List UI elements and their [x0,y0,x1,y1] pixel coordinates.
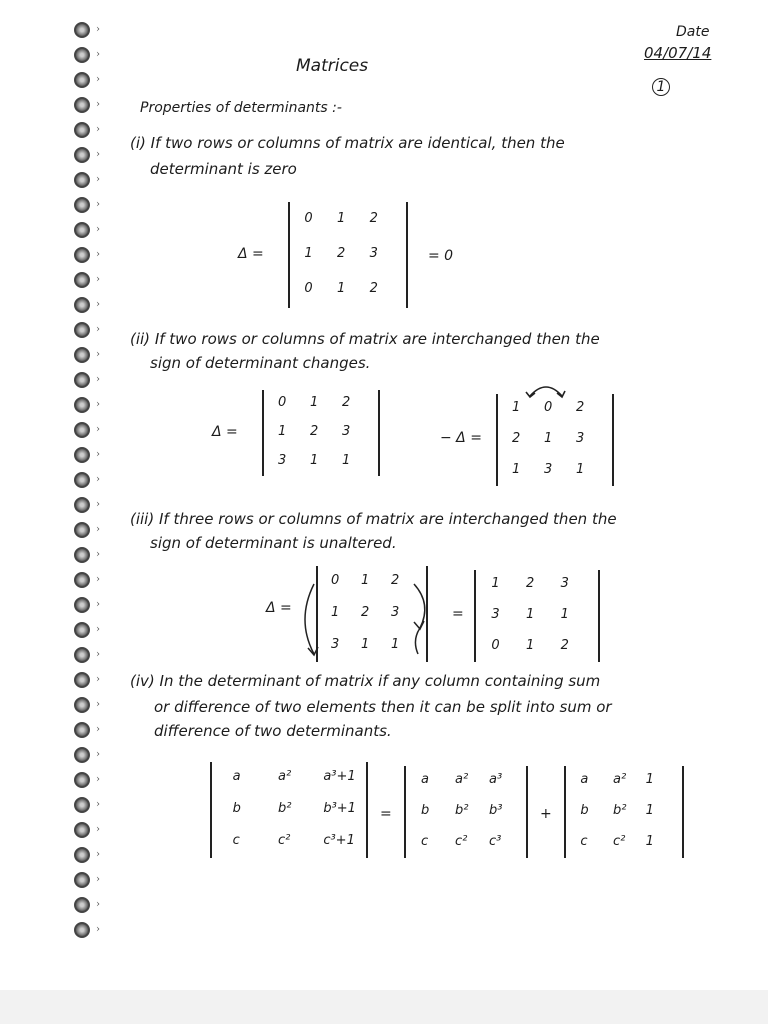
property-3-line-2: sign of determinant is unaltered. [150,534,397,552]
tick-icon: › [96,599,100,610]
binding-hole-icon [72,45,100,65]
binding-hole-icon [72,920,100,940]
neg-delta-label: − Δ = [440,430,482,446]
page-number: 1 [652,78,670,96]
tick-icon: › [96,449,100,460]
tick-icon: › [96,174,100,185]
matrix-cell: 1 [331,605,340,620]
determinant-bar-left [496,394,498,486]
matrix-cell: 1 [342,452,351,468]
matrix-cell: 1 [526,637,535,653]
date-label: Date [676,24,710,40]
matrix-cell: 2 [369,210,378,226]
binding-hole-icon [72,795,100,815]
tick-icon: › [96,399,100,410]
matrix-cell: 1 [576,461,585,477]
delta-label-3: Δ = [266,600,292,616]
matrix-cell: c² [278,833,291,848]
binding-hole-icon [72,495,100,515]
tick-icon: › [96,24,100,35]
plus-sign: + [540,806,552,822]
tick-icon: › [96,874,100,885]
tick-icon: › [96,274,100,285]
tick-icon: › [96,124,100,135]
binding-hole-icon [72,395,100,415]
tick-icon: › [96,374,100,385]
binding-hole-icon [72,570,100,590]
ring-icon [74,922,90,938]
tick-icon: › [96,74,100,85]
ring-icon [74,297,90,313]
tick-icon: › [96,699,100,710]
binding-hole-icon [72,270,100,290]
ring-icon [74,772,90,788]
date-value: 04/07/14 [644,44,712,62]
ring-icon [74,872,90,888]
matrix-cell: 3 [544,461,553,477]
binding-hole-icon [72,145,100,165]
equals-sign-1: = [452,606,464,622]
tick-icon: › [96,349,100,360]
page-title: Matrices [296,56,369,76]
binding-hole-icon [72,745,100,765]
binding-hole-icon [72,195,100,215]
binding-hole-icon [72,520,100,540]
matrix-cell: b² [455,803,469,818]
matrix-cell: 3 [342,424,351,439]
property-3-text-1: If three rows or columns of matrix are interchanged then the [159,510,617,528]
matrix-cell: a² [613,772,627,788]
matrix-cell: 2 [342,395,351,411]
determinant-bar-left [210,762,212,858]
ring-icon [74,572,90,588]
binding-hole-icon [72,695,100,715]
property-1-number: (i) [130,134,146,152]
tick-icon: › [96,799,100,810]
binding-hole-icon [72,620,100,640]
property-4-line-1 [130,672,600,690]
binding-hole-icon [72,320,100,340]
ring-icon [74,247,90,263]
ring-icon [74,622,90,638]
ring-icon [74,822,90,838]
tick-icon: › [96,199,100,210]
binding-hole-icon [72,120,100,140]
tick-icon: › [96,249,100,260]
matrix-cell: 3 [369,246,378,261]
matrix-cell: 3 [560,576,569,592]
ring-icon [74,797,90,813]
binding-hole-icon [72,895,100,915]
matrix-cell: 2 [369,281,378,297]
matrix-cell: c² [613,833,626,849]
tick-icon: › [96,149,100,160]
section-heading: Properties of determinants :- [140,100,342,116]
ring-icon [74,847,90,863]
matrix-cell: 1 [391,637,400,652]
matrix-cell: 1 [645,833,654,849]
ring-icon [74,147,90,163]
tick-icon: › [96,724,100,735]
binding-hole-icon [72,770,100,790]
tick-icon: › [96,924,100,935]
matrix-cell: b [421,803,430,818]
binding-hole-icon [72,70,100,90]
binding-hole-icon [72,845,100,865]
matrix-cell: c [232,833,240,848]
matrix-cell: 1 [361,573,370,588]
matrix-cell: 1 [645,803,654,818]
matrix-cell: a [580,772,589,788]
tick-icon: › [96,574,100,585]
ring-icon [74,97,90,113]
tick-icon: › [96,299,100,310]
matrix-cell: 2 [512,431,521,446]
binding-hole-icon [72,820,100,840]
binding-hole-icon [72,295,100,315]
binding-hole-icon [72,345,100,365]
matrix-cell: c [421,833,429,849]
property-4-line-3: difference of two determinants. [154,722,392,740]
determinant-bar-left [404,766,406,858]
property-3-line-1 [130,510,617,528]
spiral-binding [72,20,112,950]
ring-icon [74,497,90,513]
ring-icon [74,22,90,38]
ring-icon [74,547,90,563]
tick-icon: › [96,49,100,60]
tick-icon: › [96,474,100,485]
matrix-cell: 1 [512,400,521,416]
ring-icon [74,322,90,338]
binding-hole-icon [72,95,100,115]
determinant-bar-right [612,394,614,486]
matrix-cell: 2 [576,400,585,416]
tick-icon: › [96,424,100,435]
matrix-cell: b [232,801,241,816]
matrix-cell: 1 [645,772,654,788]
ring-icon [74,647,90,663]
matrix-cell: c [580,833,588,849]
ring-icon [74,397,90,413]
matrix-cell: a² [278,769,292,784]
matrix-cell: c³+1 [323,833,355,848]
matrix-cell: 2 [361,605,370,620]
binding-hole-icon [72,170,100,190]
matrix-cell: 1 [278,424,287,439]
property-4-number: (iv) [130,672,155,690]
matrix-cell: 3 [331,637,340,652]
interchange-arrow-icon [524,380,568,402]
ring-icon [74,722,90,738]
tick-icon: › [96,774,100,785]
ring-icon [74,447,90,463]
determinant-bar-right [406,202,408,308]
determinant-bar-right [426,566,428,662]
ring-icon [74,272,90,288]
matrix-cell: a [232,769,241,784]
result-zero: = 0 [428,248,454,264]
ring-icon [74,472,90,488]
binding-hole-icon [72,470,100,490]
binding-hole-icon [72,545,100,565]
tick-icon: › [96,549,100,560]
matrix-cell: 1 [560,607,569,622]
tick-icon: › [96,649,100,660]
tick-icon: › [96,499,100,510]
matrix-cell: b³ [489,803,503,818]
property-2-number: (ii) [130,330,151,348]
ring-icon [74,197,90,213]
determinant-bar-right [366,762,368,858]
matrix-cell: 2 [560,637,569,653]
binding-hole-icon [72,595,100,615]
matrix-cell: 1 [304,246,313,261]
matrix-cell: 3 [576,431,585,446]
matrix-cell: 1 [512,461,521,477]
matrix-cell: b³+1 [323,801,356,816]
matrix-cell: b [580,803,589,818]
ring-icon [74,747,90,763]
tick-icon: › [96,99,100,110]
matrix-cell: 0 [491,637,500,653]
matrix-cell: 0 [331,573,340,588]
tick-icon: › [96,824,100,835]
delta-label-1: Δ = [238,246,264,262]
determinant-bar-right [682,766,684,858]
matrix-cell: c² [455,833,468,849]
matrix-cell: a² [455,772,469,788]
ring-icon [74,47,90,63]
matrix-cell: 1 [337,210,346,226]
matrix-cell: 2 [310,424,319,439]
delta-label-2: Δ = [212,424,238,440]
ring-icon [74,597,90,613]
ring-icon [74,72,90,88]
determinant-bar-right [526,766,528,858]
property-4-line-2: or difference of two elements then it can be split into sum or [154,698,612,716]
scan-edge [0,990,768,1024]
property-2-line-1 [130,330,600,348]
determinant-bar-left [474,570,476,662]
ring-icon [74,697,90,713]
binding-hole-icon [72,720,100,740]
ring-icon [74,222,90,238]
binding-hole-icon [72,245,100,265]
matrix-cell: 3 [491,607,500,622]
tick-icon: › [96,674,100,685]
property-1-line-2: determinant is zero [150,160,297,178]
determinant-bar-left [262,390,264,476]
matrix-cell: a³ [489,772,503,788]
matrix-cell: 0 [278,395,287,411]
tick-icon: › [96,224,100,235]
matrix-cell: b² [613,803,627,818]
binding-hole-icon [72,870,100,890]
matrix-cell: 1 [310,452,319,468]
binding-hole-icon [72,220,100,240]
matrix-cell: 1 [337,281,346,297]
binding-hole-icon [72,670,100,690]
binding-hole-icon [72,445,100,465]
ring-icon [74,522,90,538]
property-2-text-1: If two rows or columns of matrix are interchanged then the [154,330,600,348]
tick-icon: › [96,849,100,860]
ring-icon [74,372,90,388]
property-1-line-1 [130,134,565,152]
tick-icon: › [96,524,100,535]
matrix-cell: 3 [391,605,400,620]
ring-icon [74,122,90,138]
ring-icon [74,172,90,188]
determinant-bar-left [288,202,290,308]
tick-icon: › [96,324,100,335]
binding-hole-icon [72,645,100,665]
matrix-cell: 1 [544,431,553,446]
property-1-text-1: If two rows or columns of matrix are identical, then the [150,134,565,152]
matrix-cell: 0 [304,281,313,297]
matrix-cell: 3 [278,452,287,468]
ring-icon [74,347,90,363]
matrix-cell: a [421,772,429,788]
ring-icon [74,672,90,688]
matrix-cell: 2 [337,246,346,261]
tick-icon: › [96,749,100,760]
determinant-bar-left [316,566,318,662]
matrix-cell: a³+1 [323,769,356,784]
matrix-cell: c³ [489,833,502,849]
property-2-line-2: sign of determinant changes. [150,354,371,372]
determinant-bar-right [598,570,600,662]
ring-icon [74,422,90,438]
equals-sign-2: = [380,806,392,822]
determinant-bar-right [378,390,380,476]
binding-hole-icon [72,420,100,440]
ring-icon [74,897,90,913]
matrix-cell: 1 [526,607,535,622]
determinant-bar-left [564,766,566,858]
matrix-cell: 2 [526,576,535,592]
matrix-cell: 1 [310,395,319,411]
tick-icon: › [96,899,100,910]
matrix-cell: 0 [304,210,313,226]
property-4-text-1: In the determinant of matrix if any column containing sum [159,672,601,690]
binding-hole-icon [72,20,100,40]
matrix-cell: b² [278,801,292,816]
property-3-number: (iii) [130,510,155,528]
matrix-cell: 2 [391,573,400,588]
matrix-cell: 0 [544,400,553,416]
tick-icon: › [96,624,100,635]
matrix-cell: 1 [491,576,500,592]
matrix-cell: 1 [361,637,370,652]
binding-hole-icon [72,370,100,390]
